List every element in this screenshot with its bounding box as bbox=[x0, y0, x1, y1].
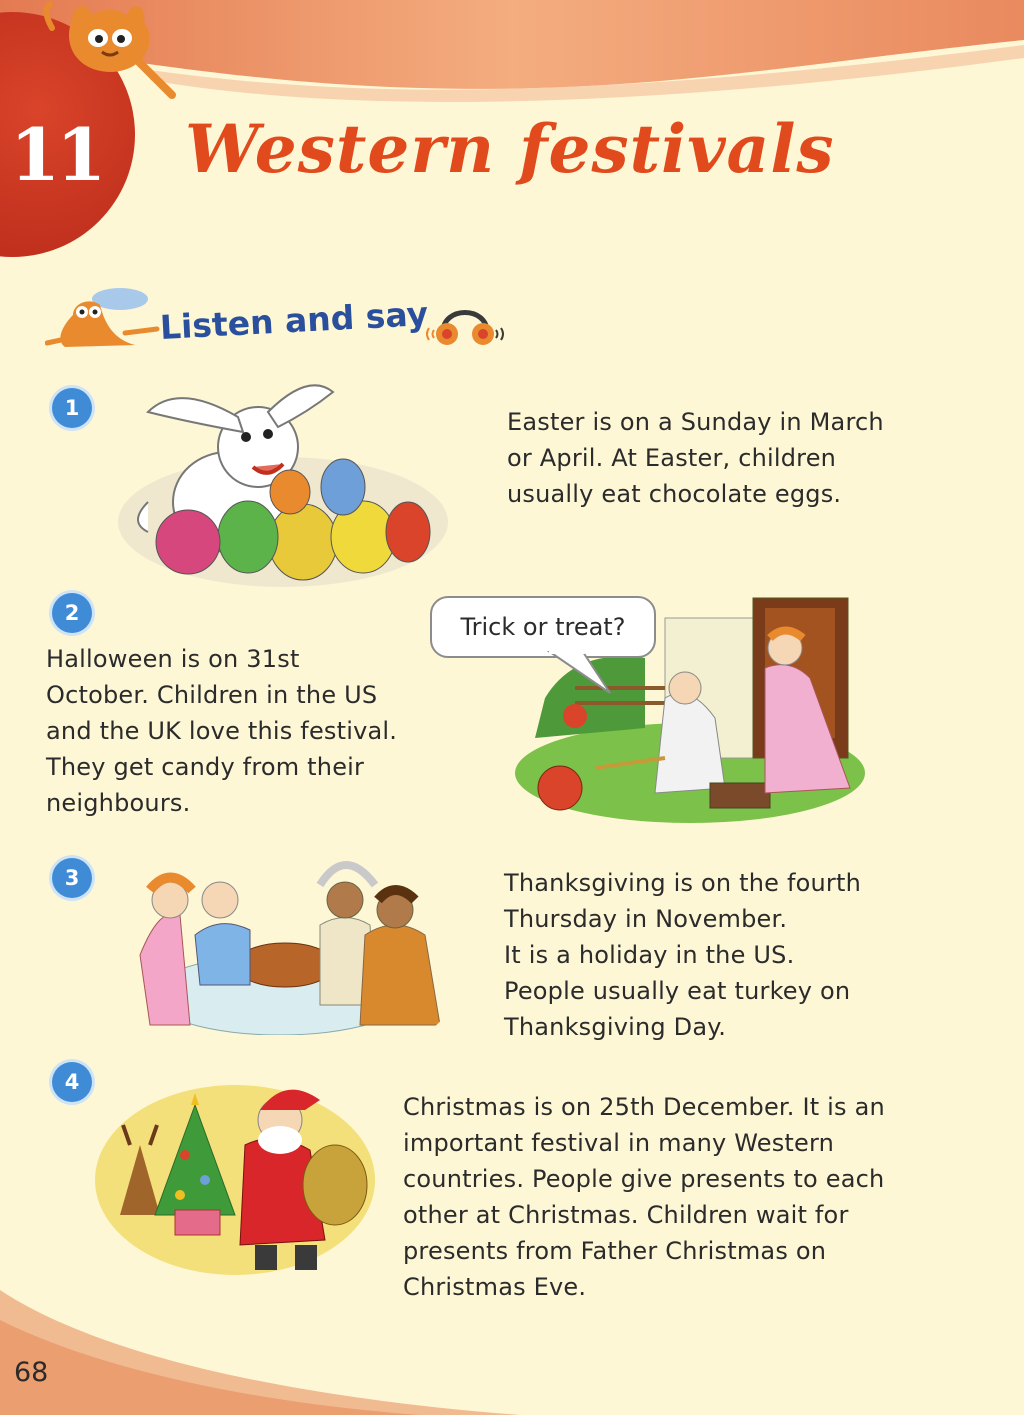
text-line: Thanksgiving Day. bbox=[504, 1013, 727, 1041]
text-line: neighbours. bbox=[46, 789, 191, 817]
page-title: Western festivals bbox=[185, 110, 835, 188]
speech-bubble: Trick or treat? bbox=[430, 596, 656, 658]
item-number-badge: 3 bbox=[52, 858, 92, 898]
text-line: Halloween is on 31st bbox=[46, 645, 300, 673]
text-line: They get candy from their bbox=[46, 753, 365, 781]
cat-reading-icon bbox=[45, 285, 165, 355]
text-line: October. Children in the US bbox=[46, 681, 378, 709]
item-number-badge: 1 bbox=[52, 388, 92, 428]
text-line: Christmas Eve. bbox=[403, 1273, 587, 1301]
text-line: countries. People give presents to each bbox=[403, 1165, 885, 1193]
footer-swoosh bbox=[0, 1290, 520, 1415]
text-line: or April. At Easter, children bbox=[507, 444, 837, 472]
easter-bunny-illustration bbox=[118, 372, 453, 587]
text-line: Thursday in November. bbox=[504, 905, 788, 933]
page-number: 68 bbox=[14, 1357, 49, 1388]
christmas-illustration bbox=[95, 1075, 380, 1275]
text-line: other at Christmas. Children wait for bbox=[403, 1201, 849, 1229]
text-line: Easter is on a Sunday in March bbox=[507, 408, 884, 436]
section-title: Listen and say bbox=[158, 293, 430, 347]
text-line: usually eat chocolate eggs. bbox=[507, 480, 842, 508]
cat-mascot-icon bbox=[32, 0, 177, 110]
text-line: It is a holiday in the US. bbox=[504, 941, 795, 969]
text-line: and the UK love this festival. bbox=[46, 717, 398, 745]
paragraph-thanksgiving bbox=[504, 865, 861, 1045]
text-line: presents from Father Christmas on bbox=[403, 1237, 827, 1265]
headphones-icon[interactable] bbox=[425, 298, 515, 353]
text-line: important festival in many Western bbox=[403, 1129, 835, 1157]
paragraph-christmas bbox=[403, 1089, 885, 1305]
speech-bubble-tail bbox=[545, 650, 615, 695]
thanksgiving-illustration bbox=[120, 845, 450, 1035]
item-number-badge: 4 bbox=[52, 1062, 92, 1102]
paragraph-easter bbox=[507, 404, 884, 512]
item-number-badge: 2 bbox=[52, 593, 92, 633]
unit-number: 11 bbox=[10, 112, 103, 197]
text-line: Thanksgiving is on the fourth bbox=[504, 869, 862, 897]
paragraph-halloween bbox=[46, 641, 397, 821]
text-line: People usually eat turkey on bbox=[504, 977, 851, 1005]
text-line: Christmas is on 25th December. It is an bbox=[403, 1093, 885, 1121]
